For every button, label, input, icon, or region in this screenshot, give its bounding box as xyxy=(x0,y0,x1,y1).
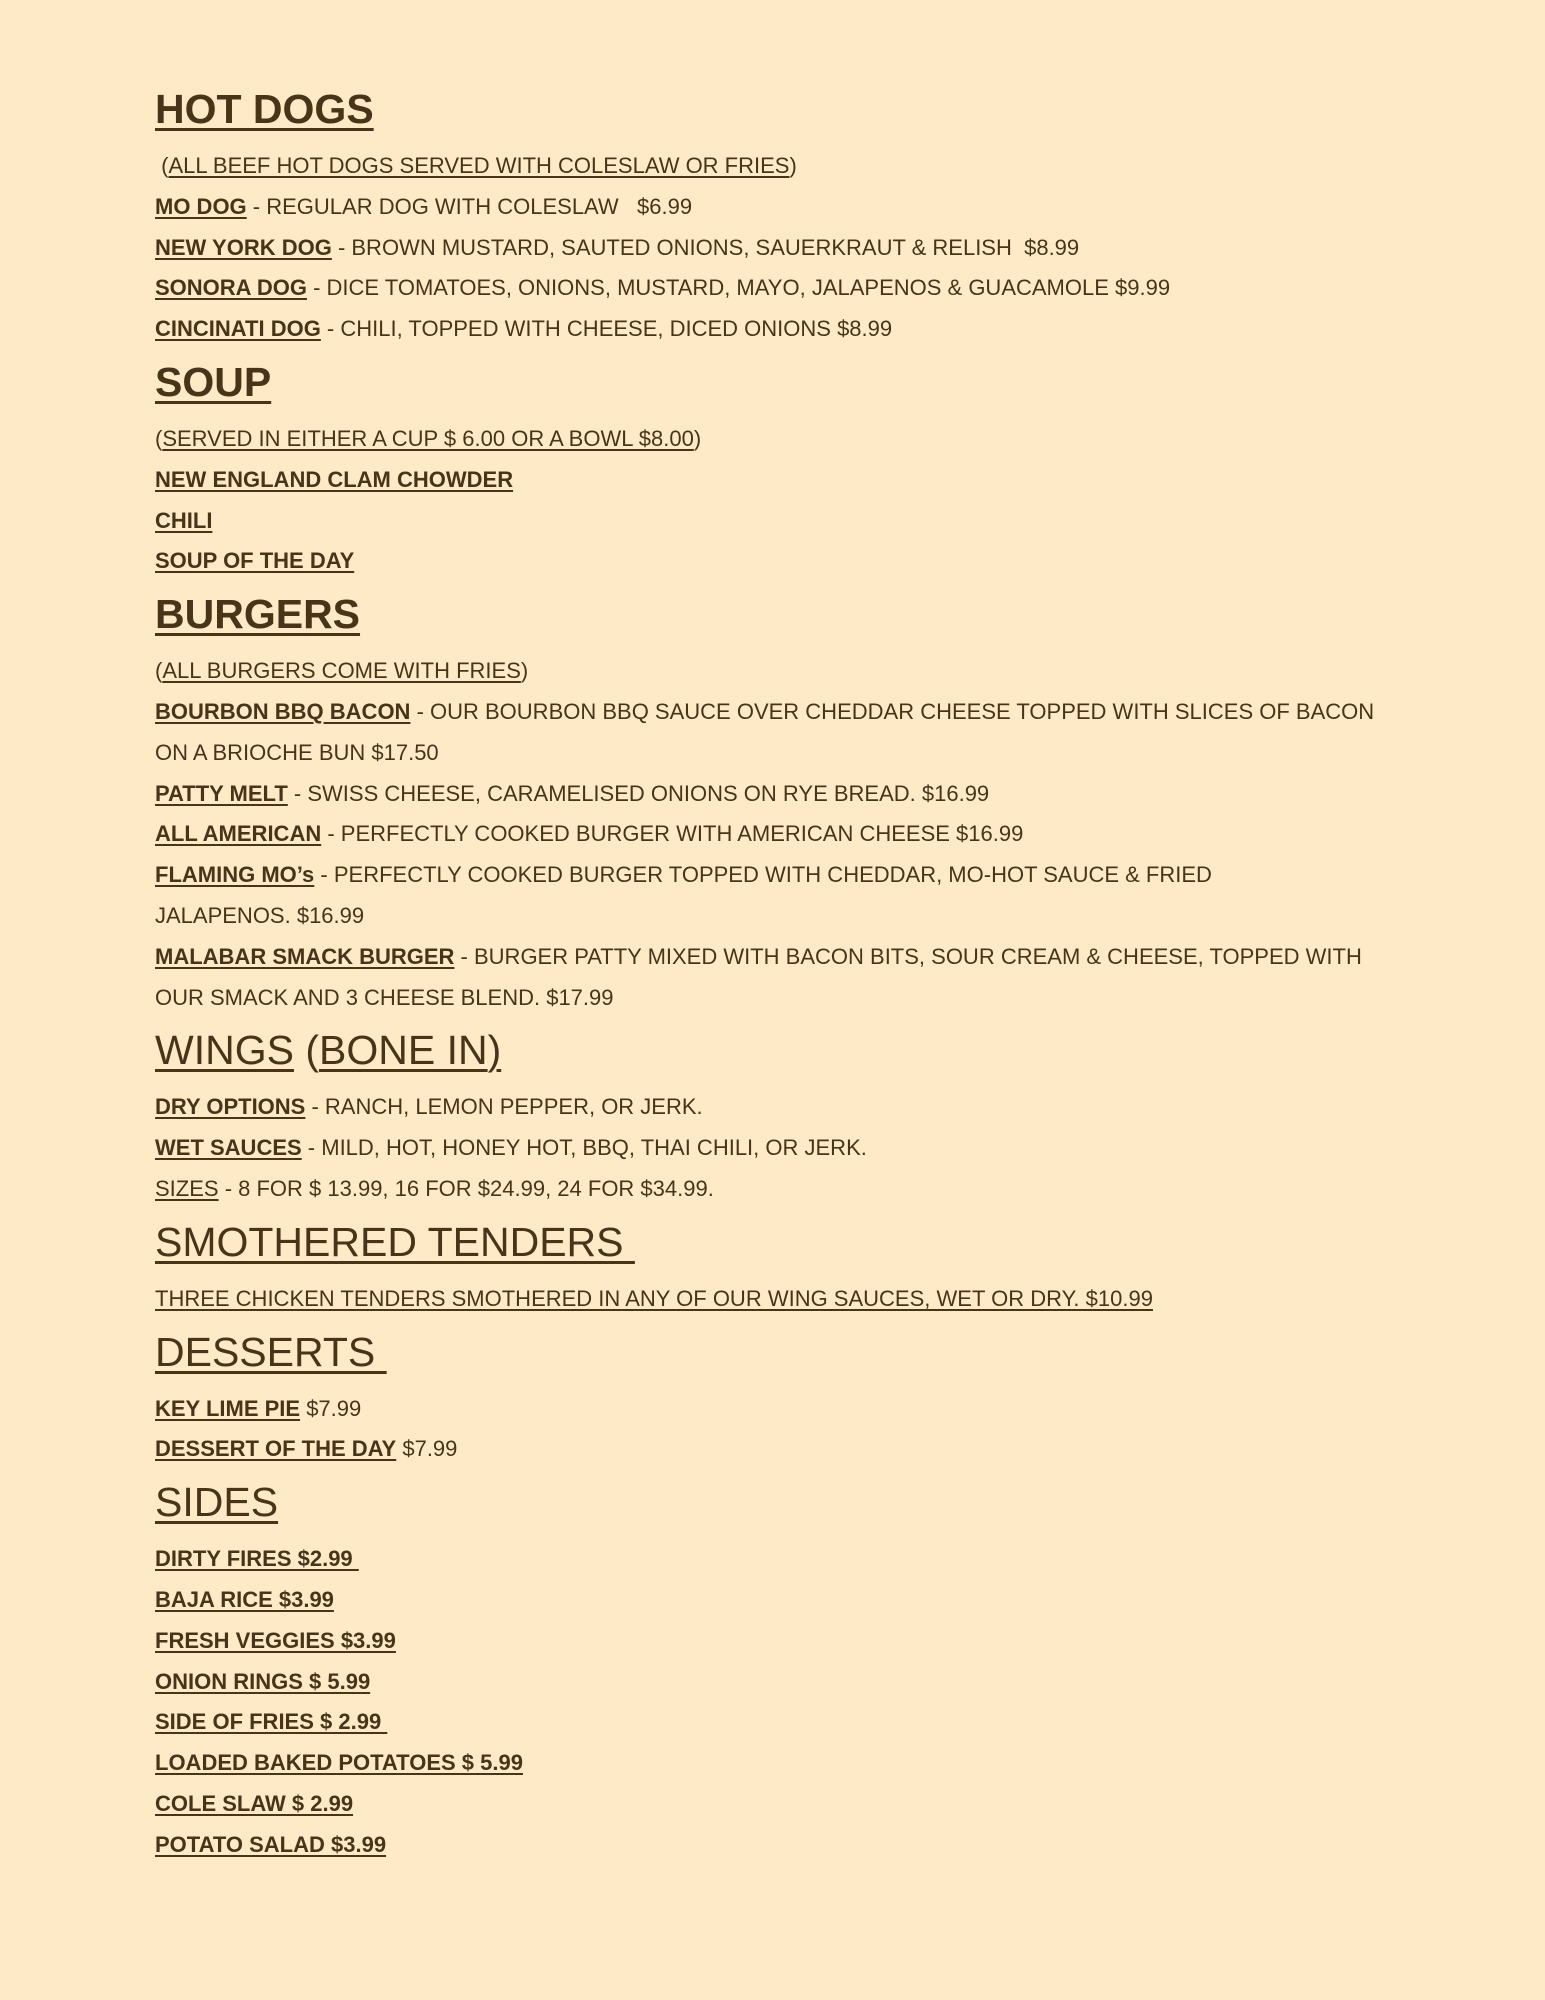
menu-item-side xyxy=(155,1662,1300,1703)
item-desc: - OUR BOURBON BBQ SAUCE OVER CHEDDAR CHEESE TOPPED WITH SLICES OF BACON ON A BRIOCHE BUN $17.50 xyxy=(155,698,1375,765)
item-desc: - PERFECTLY COOKED BURGER TOPPED WITH CHEDDAR, MO-HOT SAUCE & FRIED JALAPENOS. $16.99 xyxy=(155,862,1212,928)
wings-section: WINGS (BONE IN) xyxy=(155,1027,502,1074)
item-name: CINCINATI DOG xyxy=(155,316,321,342)
hot-dogs-note: (ALL BEEF HOT DOGS SERVED WITH COLESLAW OR FRIES) xyxy=(155,153,797,178)
menu-item-wing-sizes xyxy=(155,1169,1300,1210)
sizes-desc: - 8 FOR $ 13.99, 16 FOR $24.99, 24 FOR $34.99. xyxy=(218,1175,714,1201)
tenders-desc: THREE CHICKEN TENDERS SMOTHERED IN ANY OF OUR WING SAUCES, WET OR DRY. $10.99 xyxy=(155,1285,1153,1311)
menu-item-dessert-of-the-day xyxy=(155,1429,1300,1470)
item-desc: - MILD, HOT, HONEY HOT, BBQ, THAI CHILI, OR JERK. xyxy=(301,1135,867,1161)
desserts-section xyxy=(155,1325,1300,1379)
item-desc: - RANCH, LEMON PEPPER, OR JERK. xyxy=(305,1094,703,1120)
menu-item-side xyxy=(155,1539,1300,1580)
item-name: POTATO SALAD $3.99 xyxy=(155,1831,387,1857)
item-desc: $7.99 xyxy=(300,1395,362,1421)
desserts-title: DESSERTS xyxy=(155,1328,387,1375)
menu-item-bourbon-bbq-bacon xyxy=(155,692,1395,774)
burgers-note: (ALL BURGERS COME WITH FRIES) xyxy=(155,658,529,684)
menu-item-chili xyxy=(155,501,1300,542)
menu-item-dry-options xyxy=(155,1087,1300,1128)
item-desc: - PERFECTLY COOKED BURGER WITH AMERICAN CHEESE $16.99 xyxy=(321,821,1024,847)
menu-item-all-american xyxy=(155,814,1300,855)
menu-item-new-york-dog xyxy=(155,228,1300,269)
item-desc: - BURGER PATTY MIXED WITH BACON BITS, SOUR CREAM & CHEESE, TOPPED WITH OUR SMACK AND 3 CHEESE BLEND. $17.99 xyxy=(155,943,1362,1010)
item-name: SONORA DOG xyxy=(155,275,307,301)
menu-item-side xyxy=(155,1784,1300,1825)
burgers-note-text: ALL BURGERS COME WITH FRIES xyxy=(162,658,521,684)
item-name: ALL AMERICAN xyxy=(155,821,322,847)
tenders-section xyxy=(155,1215,1300,1269)
menu-item-flaming-mos xyxy=(155,855,1295,937)
item-name: NEW ENGLAND CLAM CHOWDER xyxy=(155,466,514,492)
sides-title: SIDES xyxy=(155,1479,279,1526)
soup-title: SOUP xyxy=(155,358,272,405)
item-desc: $7.99 xyxy=(396,1436,458,1462)
menu-item-side xyxy=(155,1825,1300,1866)
wings-title-paren: BONE IN xyxy=(318,1027,488,1074)
item-desc: - SWISS CHEESE, CARAMELISED ONIONS ON RYE BREAD. $16.99 xyxy=(287,780,990,806)
menu-item-side xyxy=(155,1702,1300,1743)
burgers-section xyxy=(155,587,1300,641)
item-name: LOADED BAKED POTATOES $ 5.99 xyxy=(155,1750,523,1776)
item-desc: - CHILI, TOPPED WITH CHEESE, DICED ONIONS $8.99 xyxy=(320,316,893,342)
item-name: KEY LIME PIE xyxy=(155,1395,301,1421)
menu-item-side xyxy=(155,1580,1300,1621)
menu-item-key-lime-pie xyxy=(155,1389,1300,1430)
item-name: MALABAR SMACK BURGER xyxy=(155,943,455,969)
item-desc: - DICE TOMATOES, ONIONS, MUSTARD, MAYO, JALAPENOS & GUACAMOLE $9.99 xyxy=(306,275,1171,301)
soup-section xyxy=(155,355,1300,409)
soup-note-text: SERVED IN EITHER A CUP $ 6.00 OR A BOWL $8.00 xyxy=(162,425,694,451)
item-name: MO DOG xyxy=(155,193,247,219)
item-name: BOURBON BBQ BACON xyxy=(155,698,411,724)
menu-item-mo-dog xyxy=(155,187,1300,228)
sizes-label: SIZES xyxy=(155,1175,219,1201)
item-desc: - REGULAR DOG WITH COLESLAW $6.99 xyxy=(246,193,693,219)
menu-item-cincinati-dog xyxy=(155,309,1300,350)
item-name: FRESH VEGGIES $3.99 xyxy=(155,1627,396,1653)
item-name: DIRTY FIRES $2.99 xyxy=(155,1546,359,1572)
item-name: DRY OPTIONS xyxy=(155,1094,306,1120)
hot-dogs-note-text: ALL BEEF HOT DOGS SERVED WITH COLESLAW OR FRIES xyxy=(168,153,790,178)
item-name: PATTY MELT xyxy=(155,780,288,806)
menu-item-clam-chowder xyxy=(155,460,1300,501)
menu-item-wet-sauces xyxy=(155,1128,1300,1169)
item-name: SIDE OF FRIES $ 2.99 xyxy=(155,1709,388,1735)
menu-item-soup-of-the-day xyxy=(155,541,1300,582)
item-desc: - BROWN MUSTARD, SAUTED ONIONS, SAUERKRAUT & RELISH $8.99 xyxy=(331,234,1080,260)
hot-dogs-section xyxy=(155,82,1300,136)
sides-section xyxy=(155,1475,1300,1529)
soup-note: (SERVED IN EITHER A CUP $ 6.00 OR A BOWL $8.00) xyxy=(155,425,702,451)
item-name: BAJA RICE $3.99 xyxy=(155,1586,334,1612)
item-name: COLE SLAW $ 2.99 xyxy=(155,1790,354,1816)
item-name: FLAMING MO’s xyxy=(155,862,315,888)
item-name: ONION RINGS $ 5.99 xyxy=(155,1668,371,1694)
menu-item-side xyxy=(155,1621,1300,1662)
tenders-title: SMOTHERED TENDERS xyxy=(155,1218,635,1265)
menu-item-side xyxy=(155,1743,1300,1784)
item-name: NEW YORK DOG xyxy=(155,234,332,260)
menu-item-malabar-smack-burger xyxy=(155,937,1395,1019)
burgers-title: BURGERS xyxy=(155,591,361,638)
item-name: DESSERT OF THE DAY xyxy=(155,1436,397,1462)
menu-item-sonora-dog xyxy=(155,268,1300,309)
hot-dogs-title: HOT DOGS xyxy=(155,86,374,132)
item-name: CHILI xyxy=(155,507,213,533)
wings-title: WINGS xyxy=(155,1027,294,1074)
item-name: WET SAUCES xyxy=(155,1135,302,1161)
item-name: SOUP OF THE DAY xyxy=(155,548,355,574)
tenders-desc-row xyxy=(155,1279,1300,1320)
menu-item-patty-melt xyxy=(155,774,1300,815)
